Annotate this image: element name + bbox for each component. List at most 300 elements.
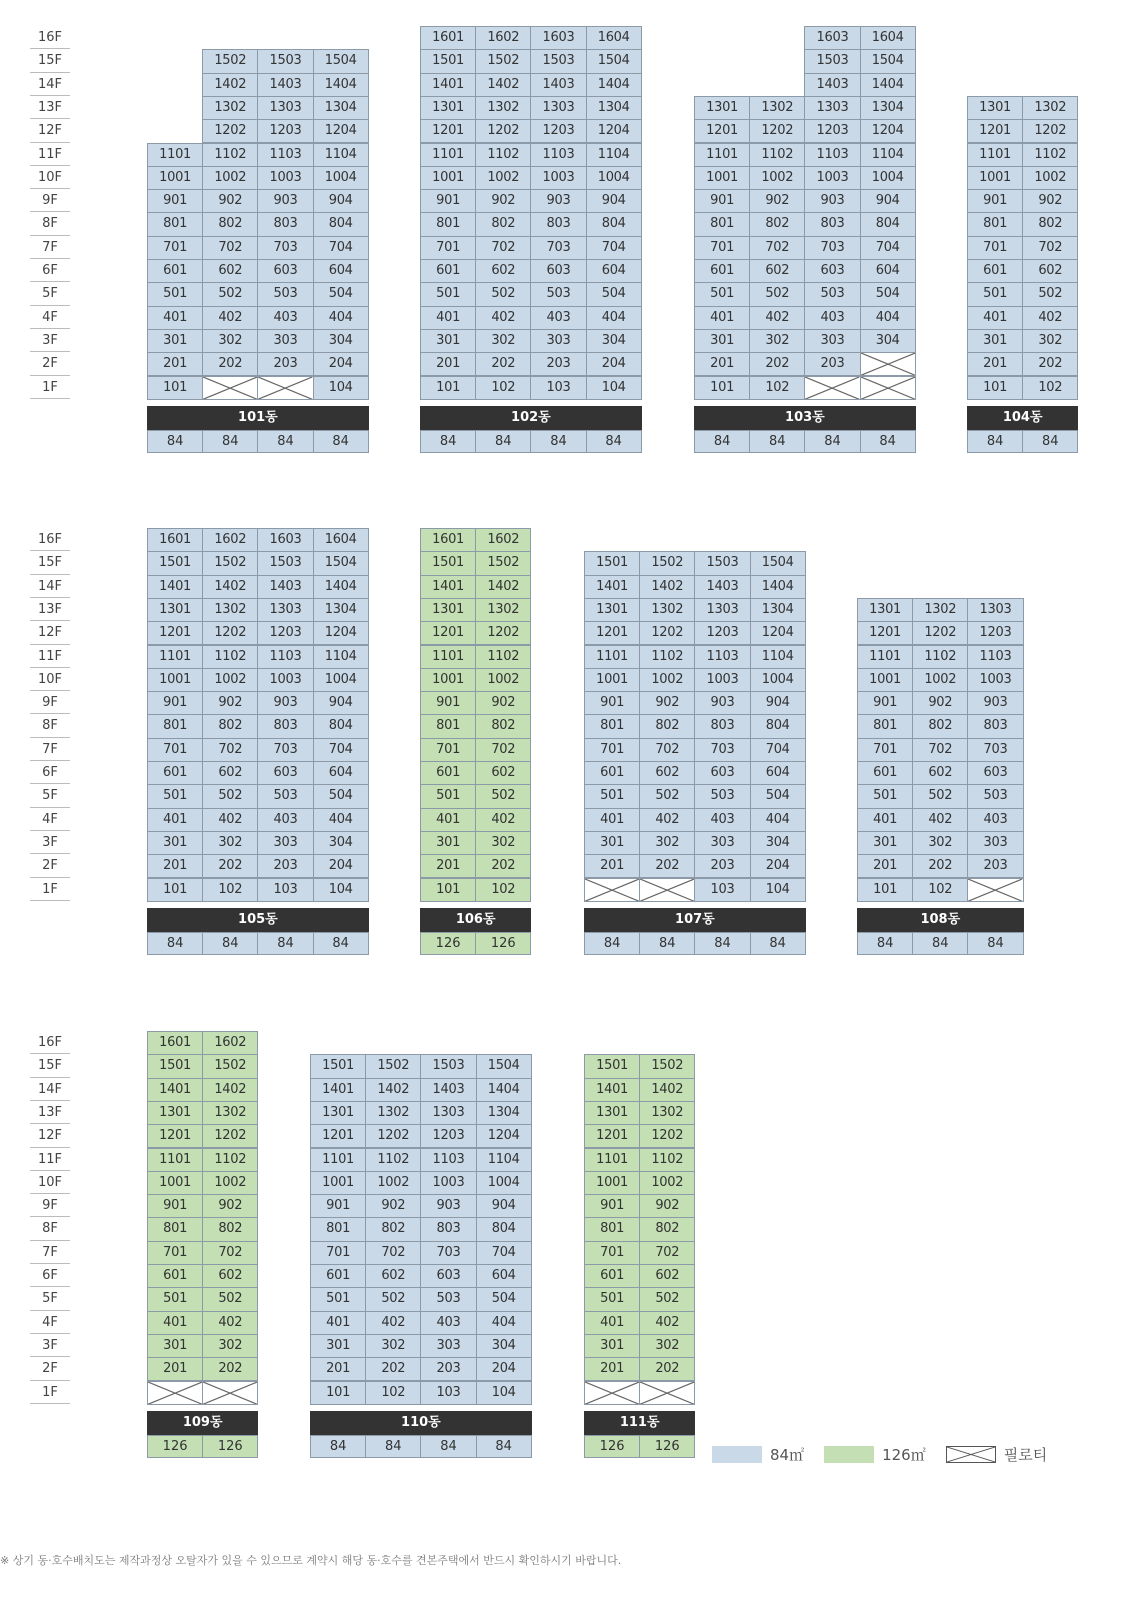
unit-cell: 1101 [584,645,640,669]
floor-label: 11F [30,1148,70,1171]
unit-cell: 203 [530,352,586,376]
unit-cell: 601 [857,761,913,785]
unit-cell: 1204 [313,621,369,645]
floor-label: 4F [30,808,70,831]
unit-cell: 1102 [202,143,258,167]
unit-cell: 1301 [694,96,750,120]
unit-cell: 1401 [420,73,476,97]
floor-label: 9F [30,691,70,714]
unit-cell: 301 [147,329,203,353]
unit-cell: 504 [313,282,369,306]
unit-cell: 1004 [313,668,369,692]
piloti-cell [639,878,695,902]
legend-label-piloti: 필로티 [1003,1445,1048,1464]
floor-label: 3F [30,831,70,854]
unit-cell: 901 [420,189,476,213]
unit-cell: 802 [912,714,968,738]
unit-cell: 202 [202,1357,258,1381]
unit-cell: 202 [639,854,695,878]
unit-cell: 203 [804,352,860,376]
unit-cell: 1003 [257,668,313,692]
unit-cell: 1203 [694,621,750,645]
unit-cell: 702 [202,236,258,260]
footnote: ※ 상기 동·호수배치도는 제작과정상 오탈자가 있을 수 있으므로 계약시 해당 동·호수를 견본주택에서 반드시 확인하시기 바랍니다. [0,1554,622,1567]
unit-cell: 1404 [750,575,806,599]
unit-cell: 401 [147,1311,203,1335]
unit-cell: 801 [147,1217,203,1241]
unit-size-cell: 126 [584,1435,640,1458]
unit-cell: 201 [584,854,640,878]
unit-cell: 703 [804,236,860,260]
unit-cell: 402 [475,306,531,330]
unit-cell: 1202 [1022,119,1078,143]
unit-cell: 701 [310,1241,366,1265]
unit-cell: 704 [313,738,369,762]
unit-cell: 301 [147,831,203,855]
unit-cell: 1401 [310,1078,366,1102]
unit-cell: 804 [586,212,642,236]
unit-cell: 704 [860,236,916,260]
unit-cell: 804 [313,212,369,236]
unit-cell: 503 [694,784,750,808]
unit-cell: 1503 [694,551,750,575]
unit-cell: 203 [967,854,1023,878]
unit-cell: 201 [147,1357,203,1381]
unit-cell: 502 [475,282,531,306]
unit-cell: 1102 [202,1148,258,1172]
floor-label: 13F [30,598,70,621]
unit-cell: 1201 [584,621,640,645]
floor-label: 10F [30,668,70,691]
unit-size-cell: 84 [1022,430,1078,453]
unit-cell: 1302 [202,598,258,622]
piloti-cell [147,1381,203,1405]
unit-cell: 902 [749,189,805,213]
floor-label: 12F [30,119,70,142]
unit-cell: 1102 [749,143,805,167]
legend-item-piloti [946,1444,1047,1465]
unit-size-cell: 84 [912,932,968,955]
floor-label: 3F [30,329,70,352]
unit-cell: 1404 [860,73,916,97]
unit-cell: 101 [420,878,476,902]
unit-cell: 503 [257,282,313,306]
unit-cell: 503 [530,282,586,306]
unit-cell: 1504 [476,1054,532,1078]
unit-cell: 1202 [475,621,531,645]
unit-cell: 803 [804,212,860,236]
unit-cell: 1203 [420,1124,476,1148]
unit-cell: 101 [147,376,203,400]
unit-cell: 1002 [912,668,968,692]
building-name: 104동 [967,406,1078,430]
piloti-icon [258,377,312,399]
unit-cell: 1602 [475,26,531,50]
unit-cell: 501 [147,282,203,306]
unit-size-cell: 126 [420,932,476,955]
floor-label: 7F [30,1241,70,1264]
unit-cell: 603 [804,259,860,283]
building-name: 110동 [310,1411,532,1435]
unit-size-cell: 84 [313,932,369,955]
unit-cell: 801 [310,1217,366,1241]
unit-cell: 501 [147,1287,203,1311]
unit-cell: 804 [313,714,369,738]
unit-cell: 201 [967,352,1023,376]
unit-cell: 1001 [857,668,913,692]
building-name: 109동 [147,1411,258,1435]
unit-cell: 1202 [749,119,805,143]
unit-cell: 503 [804,282,860,306]
unit-cell: 202 [202,854,258,878]
unit-cell: 401 [584,1311,640,1335]
unit-cell: 201 [147,352,203,376]
unit-cell: 302 [365,1334,421,1358]
unit-cell: 602 [912,761,968,785]
unit-cell: 1004 [586,166,642,190]
unit-size-cell: 84 [857,932,913,955]
building-name: 107동 [584,908,806,932]
unit-cell: 1501 [584,1054,640,1078]
unit-cell: 402 [365,1311,421,1335]
unit-cell: 502 [1022,282,1078,306]
unit-cell: 604 [313,259,369,283]
unit-cell: 403 [967,808,1023,832]
floor-label: 1F [30,1381,70,1404]
unit-size-cell: 84 [476,1435,532,1458]
unit-cell: 301 [694,329,750,353]
piloti-cell [584,878,640,902]
unit-cell: 1202 [912,621,968,645]
unit-size-cell: 84 [804,430,860,453]
unit-cell: 902 [1022,189,1078,213]
piloti-icon [585,1382,639,1404]
unit-cell: 1101 [420,645,476,669]
piloti-cell [202,1381,258,1405]
piloti-cell [804,376,860,400]
unit-cell: 704 [750,738,806,762]
floor-label: 14F [30,73,70,96]
unit-cell: 501 [584,784,640,808]
unit-cell: 903 [530,189,586,213]
unit-cell: 803 [694,714,750,738]
legend-label-84: 84㎡ [770,1445,805,1464]
unit-cell: 1303 [257,598,313,622]
unit-cell: 103 [420,1381,476,1405]
unit-cell: 303 [530,329,586,353]
piloti-cell [257,376,313,400]
unit-cell: 1201 [694,119,750,143]
unit-cell: 803 [967,714,1023,738]
unit-cell: 401 [857,808,913,832]
unit-cell: 503 [257,784,313,808]
unit-cell: 1104 [750,645,806,669]
unit-cell: 301 [420,831,476,855]
legend-label-126: 126㎡ [882,1445,926,1464]
unit-cell: 1301 [310,1101,366,1125]
unit-cell: 601 [147,259,203,283]
unit-cell: 1501 [420,49,476,73]
unit-cell: 1604 [860,26,916,50]
unit-cell: 803 [530,212,586,236]
unit-cell: 1403 [257,73,313,97]
unit-cell: 802 [202,212,258,236]
unit-cell: 404 [313,808,369,832]
unit-cell: 1203 [257,119,313,143]
unit-size-cell: 84 [420,430,476,453]
unit-cell: 302 [202,329,258,353]
unit-cell: 303 [420,1334,476,1358]
unit-cell: 304 [476,1334,532,1358]
unit-cell: 603 [420,1264,476,1288]
unit-cell: 1501 [420,551,476,575]
unit-cell: 702 [912,738,968,762]
unit-cell: 1001 [967,166,1023,190]
floor-label: 15F [30,1054,70,1077]
unit-cell: 1204 [313,119,369,143]
unit-size-cell: 84 [694,932,750,955]
unit-cell: 302 [202,1334,258,1358]
unit-cell: 1203 [257,621,313,645]
unit-cell: 1002 [202,1171,258,1195]
unit-cell: 1001 [310,1171,366,1195]
unit-size-cell: 84 [147,430,203,453]
building-name: 102동 [420,406,642,430]
unit-size-cell: 84 [475,430,531,453]
unit-cell: 904 [750,691,806,715]
unit-size-cell: 84 [860,430,916,453]
unit-cell: 1002 [475,668,531,692]
unit-cell: 702 [475,738,531,762]
piloti-cell [967,878,1023,902]
unit-cell: 201 [584,1357,640,1381]
floor-label: 1F [30,376,70,399]
unit-cell: 1501 [584,551,640,575]
unit-cell: 502 [639,1287,695,1311]
unit-cell: 1104 [313,143,369,167]
unit-cell: 602 [365,1264,421,1288]
unit-cell: 1203 [530,119,586,143]
unit-cell: 1502 [202,551,258,575]
unit-cell: 1602 [475,528,531,552]
unit-cell: 1301 [147,598,203,622]
unit-cell: 1002 [1022,166,1078,190]
unit-cell: 1404 [313,575,369,599]
unit-cell: 1201 [857,621,913,645]
unit-cell: 802 [475,212,531,236]
floor-label: 10F [30,166,70,189]
unit-cell: 502 [365,1287,421,1311]
unit-cell: 402 [1022,306,1078,330]
piloti-icon [203,1382,257,1404]
unit-cell: 1402 [202,73,258,97]
unit-cell: 403 [694,808,750,832]
unit-cell: 1402 [639,1078,695,1102]
unit-cell: 1001 [420,668,476,692]
legend-swatch-84 [712,1446,762,1463]
unit-cell: 1002 [749,166,805,190]
unit-cell: 1404 [313,73,369,97]
unit-cell: 403 [804,306,860,330]
unit-cell: 604 [750,761,806,785]
unit-cell: 1301 [584,598,640,622]
unit-cell: 1002 [202,668,258,692]
unit-cell: 802 [749,212,805,236]
unit-cell: 201 [147,854,203,878]
unit-cell: 603 [257,259,313,283]
unit-cell: 1304 [860,96,916,120]
unit-cell: 601 [310,1264,366,1288]
unit-cell: 503 [967,784,1023,808]
floor-label: 8F [30,714,70,737]
piloti-icon [640,879,694,901]
unit-cell: 403 [257,306,313,330]
unit-cell: 902 [475,189,531,213]
unit-cell: 502 [202,282,258,306]
unit-cell: 1403 [257,575,313,599]
unit-cell: 1304 [313,598,369,622]
unit-cell: 1502 [202,49,258,73]
unit-cell: 1604 [586,26,642,50]
unit-cell: 302 [1022,329,1078,353]
unit-cell: 602 [202,1264,258,1288]
unit-cell: 603 [694,761,750,785]
unit-cell: 1201 [584,1124,640,1148]
unit-cell: 601 [967,259,1023,283]
floor-label: 9F [30,189,70,212]
legend-item-84 [712,1444,804,1465]
unit-cell: 1401 [584,575,640,599]
unit-cell: 1302 [202,1101,258,1125]
piloti-cell [860,352,916,376]
unit-cell: 602 [475,761,531,785]
unit-cell: 1004 [313,166,369,190]
unit-cell: 1003 [530,166,586,190]
unit-cell: 1001 [147,668,203,692]
unit-cell: 103 [530,376,586,400]
unit-cell: 502 [202,784,258,808]
unit-cell: 1001 [147,1171,203,1195]
unit-cell: 1001 [584,1171,640,1195]
unit-cell: 702 [749,236,805,260]
unit-cell: 201 [857,854,913,878]
unit-cell: 902 [365,1194,421,1218]
unit-cell: 902 [202,189,258,213]
unit-cell: 901 [694,189,750,213]
unit-cell: 1202 [639,621,695,645]
unit-cell: 101 [857,878,913,902]
unit-cell: 1101 [147,143,203,167]
unit-cell: 402 [912,808,968,832]
unit-cell: 703 [257,738,313,762]
unit-cell: 1603 [257,528,313,552]
floor-label: 6F [30,761,70,784]
unit-size-cell: 84 [967,430,1023,453]
unit-cell: 304 [750,831,806,855]
unit-cell: 302 [202,831,258,855]
unit-cell: 1604 [313,528,369,552]
unit-cell: 602 [475,259,531,283]
unit-cell: 1302 [475,598,531,622]
unit-cell: 201 [310,1357,366,1381]
unit-cell: 704 [476,1241,532,1265]
unit-size-cell: 84 [257,430,313,453]
unit-cell: 1504 [586,49,642,73]
unit-cell: 501 [310,1287,366,1311]
unit-cell: 102 [749,376,805,400]
unit-size-cell: 84 [310,1435,366,1458]
unit-cell: 401 [420,306,476,330]
unit-cell: 401 [147,808,203,832]
unit-cell: 102 [912,878,968,902]
unit-cell: 702 [475,236,531,260]
unit-cell: 1103 [804,143,860,167]
unit-cell: 702 [365,1241,421,1265]
unit-cell: 304 [860,329,916,353]
unit-cell: 701 [420,236,476,260]
unit-cell: 1001 [420,166,476,190]
unit-cell: 601 [694,259,750,283]
unit-cell: 1004 [860,166,916,190]
unit-size-cell: 84 [202,932,258,955]
unit-cell: 701 [857,738,913,762]
unit-cell: 901 [310,1194,366,1218]
unit-cell: 802 [639,1217,695,1241]
unit-cell: 1303 [530,96,586,120]
piloti-cell [202,376,258,400]
floor-label: 3F [30,1334,70,1357]
unit-cell: 1502 [365,1054,421,1078]
unit-cell: 1003 [804,166,860,190]
unit-cell: 601 [584,761,640,785]
building-name: 103동 [694,406,916,430]
unit-cell: 1501 [147,1054,203,1078]
unit-cell: 202 [912,854,968,878]
unit-cell: 103 [257,878,313,902]
unit-cell: 501 [857,784,913,808]
piloti-icon [968,879,1022,901]
floor-label: 13F [30,1101,70,1124]
unit-cell: 1101 [857,645,913,669]
unit-cell: 1102 [475,645,531,669]
piloti-cell [639,1381,695,1405]
unit-cell: 1102 [639,645,695,669]
unit-cell: 701 [147,236,203,260]
unit-cell: 902 [202,691,258,715]
unit-cell: 1003 [694,668,750,692]
unit-cell: 901 [857,691,913,715]
unit-cell: 901 [147,691,203,715]
unit-cell: 902 [475,691,531,715]
unit-cell: 1003 [257,166,313,190]
unit-cell: 402 [202,306,258,330]
unit-cell: 302 [639,831,695,855]
unit-cell: 1601 [147,528,203,552]
unit-cell: 702 [202,738,258,762]
unit-cell: 1104 [586,143,642,167]
unit-cell: 803 [420,1217,476,1241]
unit-cell: 1601 [420,26,476,50]
unit-cell: 1403 [804,73,860,97]
unit-cell: 1201 [147,621,203,645]
unit-cell: 702 [1022,236,1078,260]
unit-cell: 1102 [365,1148,421,1172]
unit-cell: 1302 [202,96,258,120]
unit-cell: 604 [476,1264,532,1288]
unit-cell: 503 [420,1287,476,1311]
unit-cell: 402 [475,808,531,832]
unit-cell: 303 [967,831,1023,855]
